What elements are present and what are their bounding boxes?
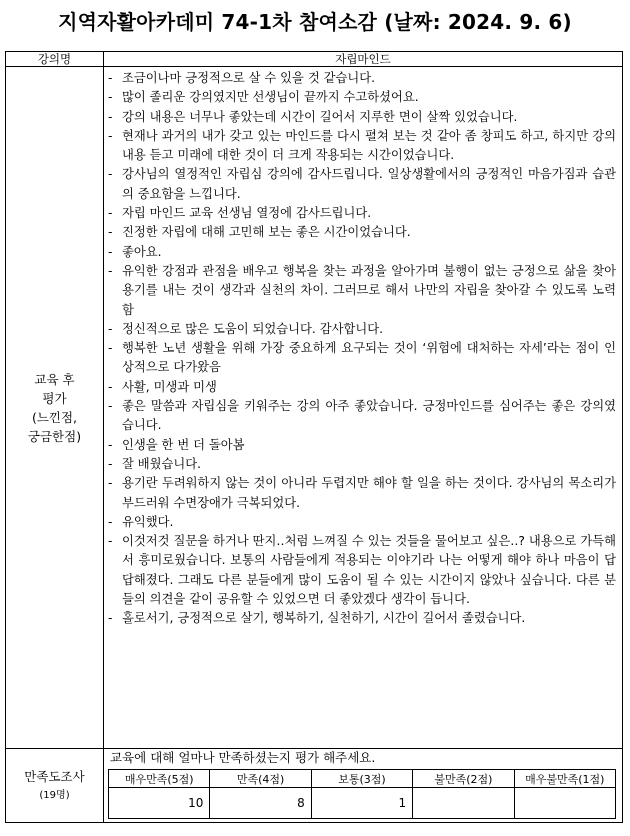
bullet-dash: - <box>108 90 113 105</box>
feedback-text: 자립 마인드 교육 선생님 열정에 감사드립니다. <box>122 206 372 221</box>
rating-count <box>514 788 615 819</box>
header-lecture-name: 강의명 <box>6 52 104 67</box>
feedback-item <box>108 243 616 262</box>
feedback-list <box>104 67 622 629</box>
feedback-item <box>108 339 616 378</box>
feedback-text: 유익했다. <box>122 514 174 529</box>
bullet-dash: - <box>108 244 113 259</box>
rating-count: 1 <box>311 788 412 819</box>
bullet-dash: - <box>108 399 113 414</box>
feedback-label-line: 궁금한점) <box>27 428 82 444</box>
rating-header: 보통(3점) <box>311 770 412 788</box>
bullet-dash: - <box>108 476 113 491</box>
survey-label-cell <box>6 749 104 823</box>
bullet-dash: - <box>108 514 113 529</box>
feedback-item <box>108 204 616 223</box>
feedback-text: 좋아요. <box>122 244 162 259</box>
feedback-item <box>108 378 616 397</box>
feedback-text: 인생을 한 번 더 돌아봄 <box>122 437 245 452</box>
feedback-text: 현재나 과거의 내가 갖고 있는 마인드를 다시 펼쳐 보는 것 같아 좀 창피도 하고, 하지만 강의 내용 듣고 미래에 대한 것이 더 크게 작용되는 시간이었습니다. <box>122 128 616 163</box>
feedback-item <box>108 609 616 628</box>
bullet-dash: - <box>108 341 113 356</box>
bullet-dash: - <box>108 206 113 221</box>
bullet-dash: - <box>108 225 113 240</box>
bullet-dash: - <box>108 128 113 143</box>
document-title: 지역자활아카데미 74-1차 참여소감 (날짜: 2024. 9. 6) <box>58 10 572 34</box>
feedback-label-line: 교육 후 <box>34 371 75 387</box>
bullet-dash: - <box>108 456 113 471</box>
feedback-item <box>108 262 616 320</box>
feedback-text: 용기란 두려워하지 않는 것이 아니라 두렵지만 해야 할 일을 하는 것이다. 강사님의 목소리가 부드러워 수면장애가 극복되었다. <box>122 476 616 510</box>
feedback-item <box>108 513 616 532</box>
feedback-text: 유익한 강점과 관점을 배우고 행복을 찾는 과정을 알아가며 불행이 없는 긍정으로 삶을 찾아 용기를 내는 것이 생각과 실천의 차이. 그러므로 해서 나만의 자립을 찾아갈 수 있도록 노력함 <box>122 263 616 317</box>
feedback-text: 홀로서기, 긍정적으로 살기, 행복하기, 실천하기, 시간이 길어서 졸렸습니다. <box>122 611 526 626</box>
feedback-text: 사활, 미생과 미생 <box>122 379 217 394</box>
feedback-item <box>108 88 616 107</box>
feedback-item <box>108 320 616 339</box>
feedback-cell <box>104 67 623 749</box>
feedback-item <box>108 436 616 455</box>
bullet-dash: - <box>108 263 113 278</box>
rating-header: 매우만족(5점) <box>109 770 210 788</box>
feedback-text: 이것저것 질문을 하거나 딴지‥처럼 느껴질 수 있는 것들을 물어보고 싶은‥? 내용으로 가득해서 흥미로웠습니다. 보통의 사람들에게 적용되는 이야기라 나는 어떻게 해야 하나 마음이 답답해졌다. 그래도 다른 분들에게 많이 도움이 될 수 있는 시간이지 않았나 싶습니다. 다른 분들의 의견을 같이 공유할 수 있었으면 더 좋았겠다 생각이 듭니다. <box>122 534 616 607</box>
evaluation-table <box>5 51 623 823</box>
survey-label: 만족도조사 <box>24 768 85 784</box>
rating-header: 불만족(2점) <box>413 770 514 788</box>
feedback-text: 강사님의 열정적인 자립심 강의에 감사드립니다. 일상생활에서의 긍정적인 마음가짐과 습관의 중요함을 느낍니다. <box>122 167 616 201</box>
rating-count: 8 <box>210 788 311 819</box>
bullet-dash: - <box>108 321 113 336</box>
feedback-item <box>108 108 616 127</box>
feedback-item <box>108 397 616 436</box>
bullet-dash: - <box>108 611 113 626</box>
header-lecture-title: 자립마인드 <box>104 52 623 67</box>
rating-count: 10 <box>109 788 210 819</box>
rating-header: 만족(4점) <box>210 770 311 788</box>
feedback-item <box>108 127 616 166</box>
feedback-item <box>108 165 616 204</box>
feedback-text: 강의 내용은 너무나 좋았는데 시간이 길어서 지루한 면이 살짝 있었습니다. <box>122 109 518 124</box>
feedback-text: 잘 배웠습니다. <box>122 456 202 471</box>
feedback-item <box>108 223 616 242</box>
rating-count <box>413 788 514 819</box>
feedback-item <box>108 532 616 609</box>
satisfaction-table <box>108 769 616 819</box>
bullet-dash: - <box>108 379 113 394</box>
bullet-dash: - <box>108 437 113 452</box>
survey-question: 교육에 대해 얼마나 만족하셨는지 평가 해주세요. <box>110 750 376 765</box>
rating-header: 매우불만족(1점) <box>514 770 615 788</box>
survey-cell <box>104 749 623 823</box>
feedback-text: 조금이나마 긍정적으로 살 수 있을 것 같습니다. <box>122 71 376 85</box>
feedback-label-line: 평가 <box>42 390 67 406</box>
bullet-dash: - <box>108 109 113 124</box>
bullet-dash: - <box>108 71 113 85</box>
feedback-item <box>108 69 616 88</box>
bullet-dash: - <box>108 534 113 549</box>
feedback-item <box>108 455 616 474</box>
feedback-text: 좋은 말씀과 자립심을 키워주는 강의 아주 좋았습니다. 긍정마인드를 심어주는 좋은 강의였습니다. <box>122 399 616 433</box>
feedback-text: 행복한 노년 생활을 위해 가장 중요하게 요구되는 것이 ‘위험에 대처하는 자세’라는 점이 인상적으로 다가왔음 <box>122 341 616 375</box>
bullet-dash: - <box>108 167 113 182</box>
feedback-text: 많이 졸리운 강의였지만 선생님이 끝까지 수고하셨어요. <box>122 90 419 105</box>
survey-respondents: (19명) <box>39 789 70 801</box>
feedback-text: 진정한 자립에 대해 고민해 보는 좋은 시간이었습니다. <box>122 225 411 240</box>
feedback-label-line: (느낀점, <box>31 409 78 425</box>
feedback-label <box>6 67 104 749</box>
feedback-text: 정신적으로 많은 도움이 되었습니다. 감사합니다. <box>122 321 384 336</box>
feedback-item <box>108 474 616 513</box>
